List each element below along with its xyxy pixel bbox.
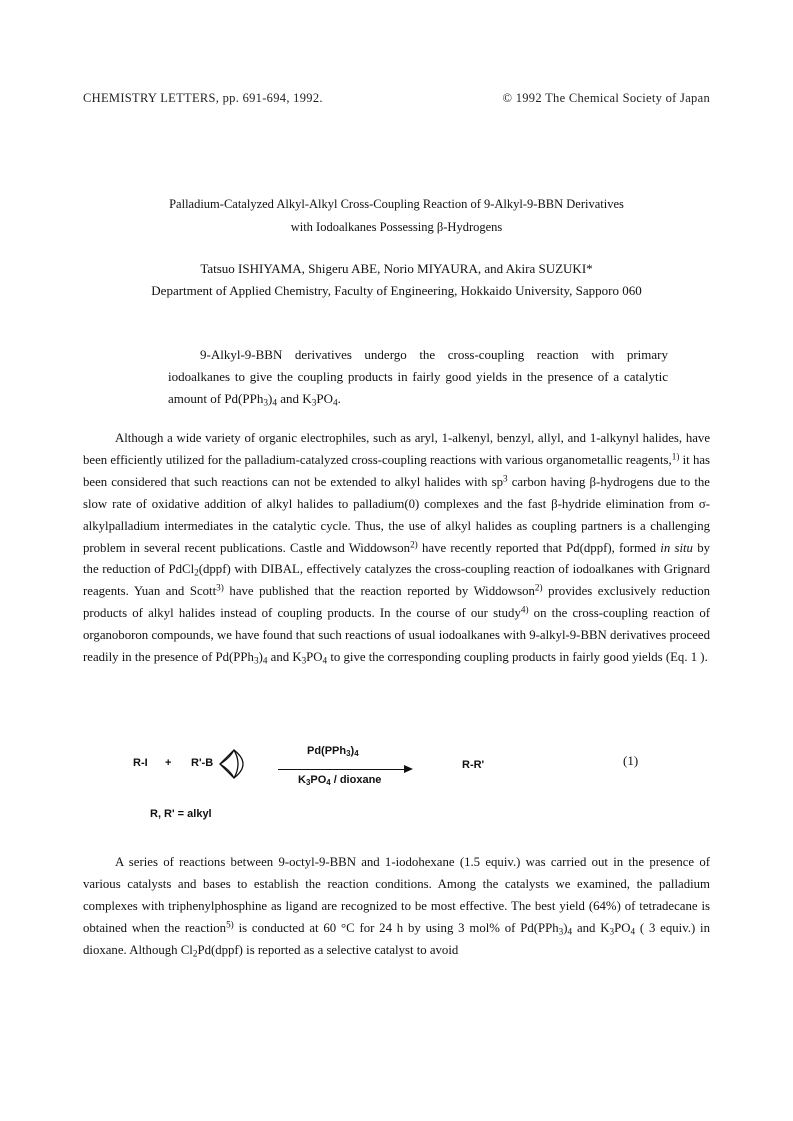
title-text: with Iodoalkanes Possessing: [290, 220, 437, 234]
affiliation: Department of Applied Chemistry, Faculty of Engineering, Hokkaido University, Sapporo 060: [151, 283, 642, 298]
group-definition: R, R' = alkyl: [150, 808, 212, 820]
base-solvent-label: $K_3PO_4$ / dioxane: [298, 774, 382, 787]
paper-title-line1: Palladium-Catalyzed Alkyl-Alkyl Cross-Coupling Reaction of 9-Alkyl-9-BBN Derivatives: [169, 197, 624, 211]
title-text-end: -Hydrogens: [443, 220, 503, 234]
paper-title-line2: [0, 220, 793, 235]
title-beta: β: [436, 220, 444, 234]
bbn-ring-structure: [218, 747, 254, 781]
abstract: 9-Alkyl-9-BBN derivatives undergo the cross-coupling reaction with primary iodoalkanes to give the coupling products in fairly good yields in the presence of a catalytic amount of $Pd(PPh_3)_4$ and $K_3PO_4$.: [168, 347, 668, 409]
product-label: R-R': [462, 759, 485, 771]
reagent-alkylborane: R'-B: [191, 757, 214, 769]
journal-header: CHEMISTRY LETTERS, pp. 691-694, 1992.: [83, 91, 323, 105]
author-list: Tatsuo ISHIYAMA, Shigeru ABE, Norio MIYAURA, and Akira SUZUKI*: [200, 261, 593, 276]
equation-number: (1): [623, 753, 639, 768]
reagent-iodoalkane: R-I: [133, 757, 148, 769]
catalyst-label: $Pd(PPh_3)_4$: [307, 745, 359, 758]
reaction-arrow: [278, 769, 408, 770]
body-paragraph-2: A series of reactions between 9-octyl-9-BBN and 1-iodohexane (1.5 equiv.) was carried out in the presence of various catalysts and bases to establish the reaction conditions. Among the catalysts we examined, the palladium complexes with triphenylphosphine as ligand are recognized to be most effective. The best yield (64%) of tetradecane is obtained when the reaction$^{5)}$ is conducted at 60 °C for 24 h by using 3 mol% of $Pd(PPh_3)_4$ and $K_3PO_4$ ( 3 equiv.) in dioxane. Although $Cl_2Pd(dppf)$ is reported as a selective catalyst to avoid: [83, 855, 710, 958]
reaction-arrow-head: [404, 765, 413, 773]
plus-sign: +: [165, 757, 172, 769]
body-paragraph-1: Although a wide variety of organic electrophiles, such as aryl, 1-alkenyl, benzyl, allyl, and 1-alkynyl halides, have been efficiently utilized for the palladium-catalyzed cross-coupling reactions with various organometallic reagents,$^{1)}$ it has been considered that such reactions can not be extended to alkyl halides with $sp^3$ carbon having β-hydrogens due to the slow rate of oxidative addition of alkyl halides to palladium(0) complexes and the fast β-hydride elimination from σ-alkylpalladium intermediates in the catalytic cycle. Thus, the use of alkyl halides as coupling partners is a challenging problem in several recent publications. Castle and Widdowson$^{2)}$ have recently reported that Pd(dppf), formed in situ by the reduction of PdCl$_2$(dppf) with DIBAL, effectively catalyzes the cross-coupling reaction of iodoalkanes with Grignard reagents. Yuan and Scott$^{3)}$ have published that the reaction reported by Widdowson$^{2)}$ provides exclusively reduction products of alkyl halides instead of coupling products. In the course of our study$^{4)}$ on the cross-coupling reaction of organoboron compounds, we have found that such reactions of usual iodoalkanes with 9-alkyl-9-BBN derivatives proceed readily in the presence of $Pd(PPh_3)_4$ and $K_3PO_4$ to give the corresponding coupling products in fairly good yields (Eq. 1 ).: [83, 431, 710, 666]
copyright-notice: © 1992 The Chemical Society of Japan: [502, 91, 710, 105]
